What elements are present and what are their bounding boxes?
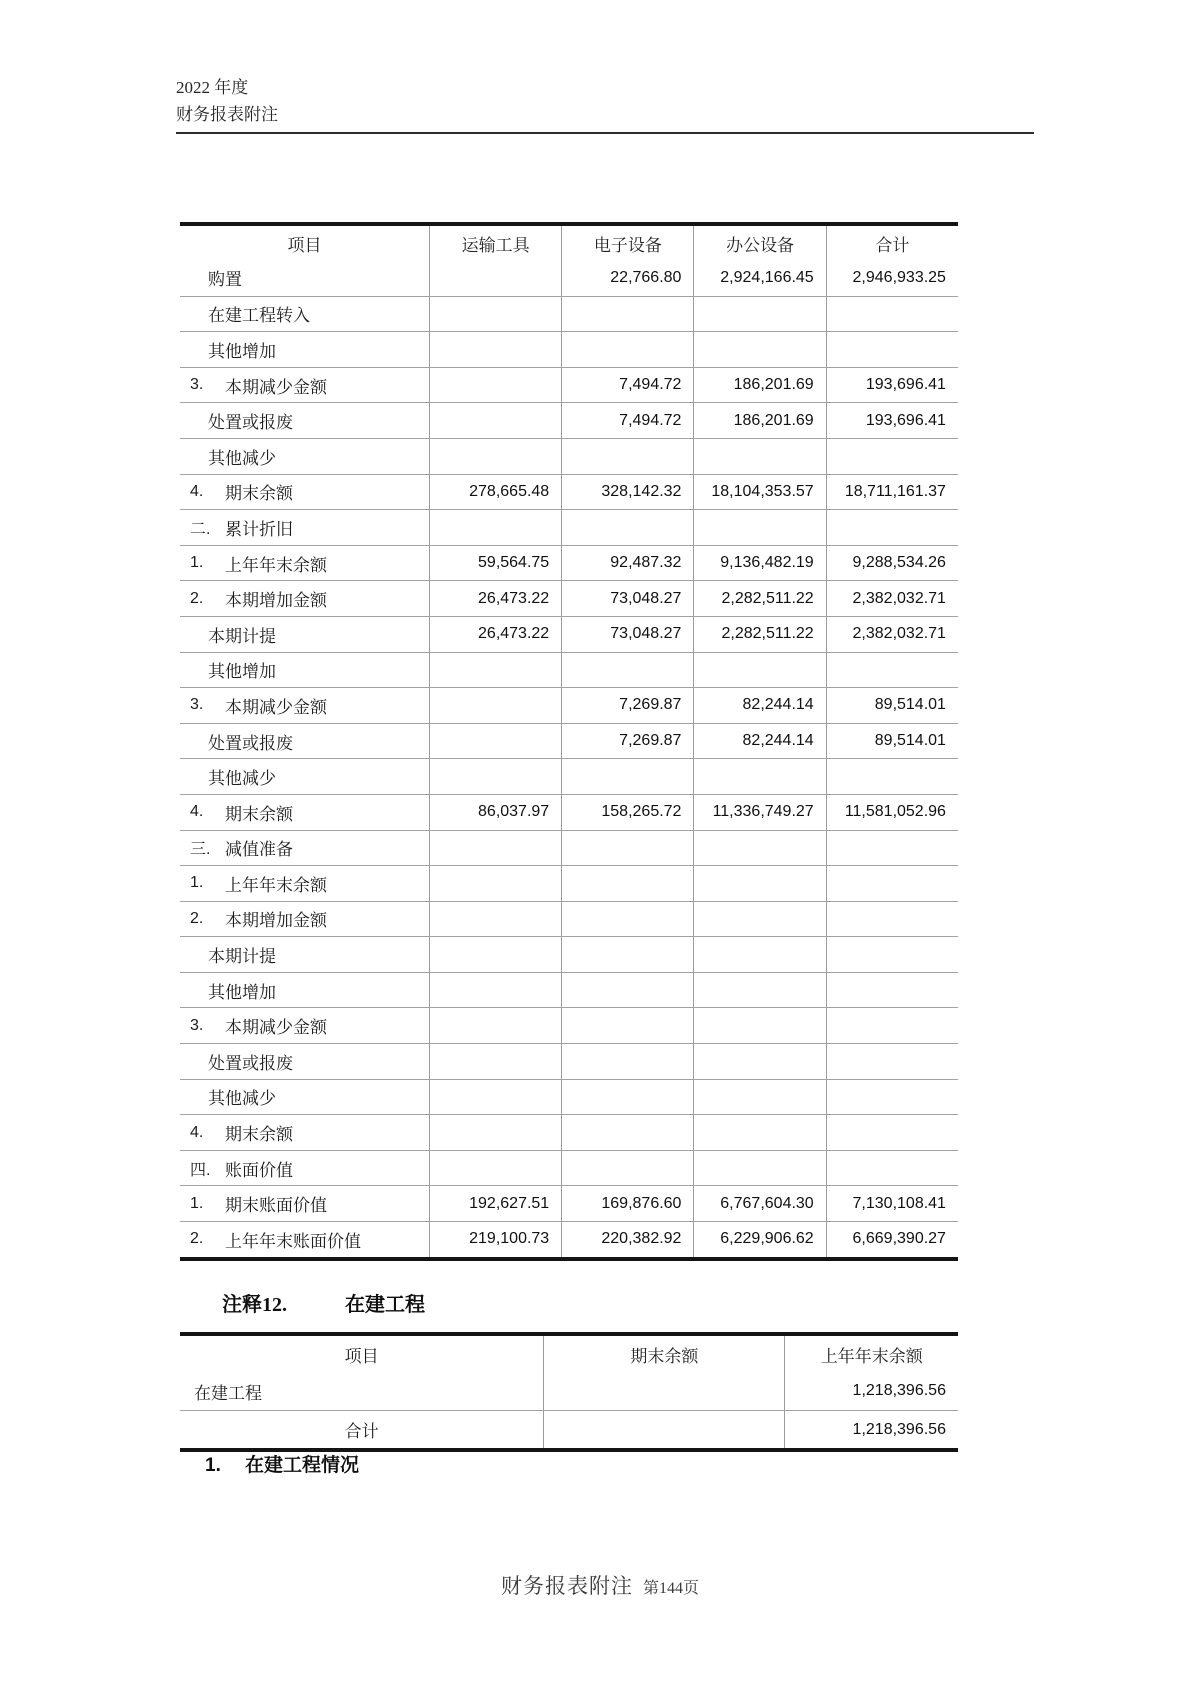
- cell-value: 2,282,511.22: [693, 581, 825, 616]
- row-label: 累计折旧: [225, 519, 293, 539]
- column-header: 运输工具: [429, 226, 561, 260]
- cell-value: [429, 937, 561, 972]
- cell-value: [693, 510, 825, 545]
- row-number: 4.: [190, 482, 204, 500]
- fixed-assets-table: [180, 222, 958, 1261]
- cell-value: [561, 332, 693, 367]
- row-label-cell: [180, 973, 429, 1008]
- cell-value: [429, 653, 561, 688]
- table-row: [180, 474, 958, 510]
- row-number: 三.: [190, 841, 211, 859]
- doc-header-title: 财务报表附注: [176, 105, 278, 124]
- cell-value: [561, 1115, 693, 1150]
- row-label-cell: [180, 260, 429, 296]
- cell-value: [561, 297, 693, 332]
- table-row: [180, 1185, 958, 1221]
- cell-value: 186,201.69: [693, 403, 825, 438]
- row-label: 处置或报废: [208, 733, 293, 753]
- table-row: [180, 1043, 958, 1079]
- sub-heading: [205, 1450, 359, 1477]
- cell-value: 2,924,166.45: [693, 260, 825, 296]
- row-label: 本期减少金额: [225, 1018, 327, 1038]
- cell-value: [543, 1372, 784, 1410]
- column-header: 办公设备: [693, 226, 825, 260]
- table-row: [180, 1150, 958, 1186]
- cell-value: 6,669,390.27: [826, 1222, 958, 1257]
- row-label-cell: [180, 1151, 429, 1186]
- cell-value: [429, 902, 561, 937]
- cell-value: [429, 510, 561, 545]
- row-number: 1.: [190, 554, 204, 572]
- cell-value: [693, 1151, 825, 1186]
- row-label: 其他减少: [208, 448, 276, 468]
- table-row: [180, 1221, 958, 1257]
- cell-value: 82,244.14: [693, 688, 825, 723]
- table-row: [180, 438, 958, 474]
- cell-value: 2,282,511.22: [693, 617, 825, 652]
- cell-value: [561, 1080, 693, 1115]
- row-label: 其他减少: [208, 769, 276, 789]
- column-header: 项目: [344, 1346, 379, 1366]
- cell-value: [429, 831, 561, 866]
- cell-value: [826, 831, 958, 866]
- row-label: 上年年末账面价值: [225, 1231, 361, 1251]
- cell-value: 73,048.27: [561, 617, 693, 652]
- row-label-cell: [180, 1372, 543, 1410]
- column-header: 项目: [287, 235, 322, 255]
- cell-value: [693, 1115, 825, 1150]
- row-number: 2.: [190, 1230, 204, 1248]
- row-number: 1.: [190, 1194, 204, 1212]
- cell-value: [561, 1151, 693, 1186]
- cell-value: 192,627.51: [429, 1186, 561, 1221]
- row-label: 本期减少金额: [225, 377, 327, 397]
- row-label-cell: [180, 368, 429, 403]
- cell-value: [826, 759, 958, 794]
- table-row: [180, 296, 958, 332]
- table-header-row: [180, 226, 958, 260]
- cell-value: 89,514.01: [826, 724, 958, 759]
- table-row: [180, 830, 958, 866]
- cell-value: [826, 1008, 958, 1043]
- cell-value: [429, 260, 561, 296]
- table-row: [180, 652, 958, 688]
- cell-value: 7,269.87: [561, 688, 693, 723]
- row-label-cell: [180, 795, 429, 830]
- column-header: 期末余额: [543, 1336, 784, 1372]
- row-label-cell: [180, 617, 429, 652]
- row-label: 本期计提: [208, 947, 276, 967]
- row-label-cell: [180, 332, 429, 367]
- note12-label: 注释12.: [222, 1294, 287, 1316]
- cell-value: 278,665.48: [429, 475, 561, 510]
- cell-value: [429, 688, 561, 723]
- cell-value: [693, 1080, 825, 1115]
- row-label-cell: [180, 546, 429, 581]
- sub-heading-number: 1.: [205, 1455, 221, 1476]
- row-label-cell: [180, 724, 429, 759]
- row-label-cell: [180, 1222, 429, 1257]
- table-row: [180, 580, 958, 616]
- table-row: [180, 260, 958, 296]
- row-label: 其他减少: [208, 1089, 276, 1109]
- cell-value: 26,473.22: [429, 617, 561, 652]
- cell-value: [826, 653, 958, 688]
- cell-value: [693, 937, 825, 972]
- cell-value: [826, 1044, 958, 1079]
- cell-value: 2,946,933.25: [826, 260, 958, 296]
- cell-value: 26,473.22: [429, 581, 561, 616]
- cell-value: 1,218,396.56: [784, 1411, 957, 1448]
- row-label-cell: [180, 831, 429, 866]
- cell-value: [693, 902, 825, 937]
- table-row: [180, 865, 958, 901]
- row-label-cell: [180, 688, 429, 723]
- cell-value: [561, 937, 693, 972]
- cell-value: [826, 1115, 958, 1150]
- cell-value: [693, 653, 825, 688]
- note12-heading: [222, 1288, 425, 1317]
- row-label-cell: [180, 1411, 543, 1448]
- cell-value: [826, 973, 958, 1008]
- row-label: 期末余额: [225, 804, 293, 824]
- row-number: 2.: [190, 909, 204, 927]
- row-label: 合计: [344, 1422, 379, 1441]
- table-row: [180, 616, 958, 652]
- cell-value: 22,766.80: [561, 260, 693, 296]
- cell-value: [693, 831, 825, 866]
- row-label-cell: [180, 1044, 429, 1079]
- cell-value: [693, 973, 825, 1008]
- cell-value: 11,581,052.96: [826, 795, 958, 830]
- row-label-cell: [180, 1080, 429, 1115]
- cell-value: [693, 1044, 825, 1079]
- cell-value: [826, 866, 958, 901]
- cell-value: 2,382,032.71: [826, 581, 958, 616]
- row-label-cell: [180, 439, 429, 474]
- footer-title: 财务报表附注: [500, 1574, 633, 1598]
- row-label-cell: [180, 866, 429, 901]
- footer-page-number: 第144页: [642, 1580, 699, 1597]
- row-number: 3.: [190, 696, 204, 714]
- table-row: [180, 1007, 958, 1043]
- table-row: [180, 402, 958, 438]
- cell-value: 92,487.32: [561, 546, 693, 581]
- cell-value: 193,696.41: [826, 403, 958, 438]
- cell-value: [561, 510, 693, 545]
- cell-value: 9,136,482.19: [693, 546, 825, 581]
- table-row: [180, 545, 958, 581]
- cell-value: [826, 937, 958, 972]
- row-label-cell: [180, 1115, 429, 1150]
- cell-value: [826, 439, 958, 474]
- row-number: 4.: [190, 1123, 204, 1141]
- table-row: [180, 972, 958, 1008]
- cell-value: [561, 866, 693, 901]
- cell-value: 186,201.69: [693, 368, 825, 403]
- row-label-cell: [180, 297, 429, 332]
- table-row: [180, 901, 958, 937]
- table-row: [180, 723, 958, 759]
- row-label: 本期增加金额: [225, 591, 327, 611]
- cell-value: [543, 1411, 784, 1448]
- cell-value: [561, 831, 693, 866]
- row-label: 处置或报废: [208, 1053, 293, 1073]
- cell-value: 59,564.75: [429, 546, 561, 581]
- cell-value: [429, 368, 561, 403]
- row-label: 购置: [208, 270, 242, 290]
- row-label-cell: [180, 475, 429, 510]
- row-label: 期末余额: [225, 484, 293, 504]
- column-header: 电子设备: [561, 226, 693, 260]
- row-number: 1.: [190, 874, 204, 892]
- row-label: 期末账面价值: [225, 1196, 327, 1216]
- row-label-cell: [180, 653, 429, 688]
- row-label: 减值准备: [225, 840, 293, 860]
- cell-value: 220,382.92: [561, 1222, 693, 1257]
- doc-header-year: 2022 年度: [176, 78, 249, 97]
- cell-value: 169,876.60: [561, 1186, 693, 1221]
- row-number: 3.: [190, 1016, 204, 1034]
- cell-value: 6,767,604.30: [693, 1186, 825, 1221]
- table-row: [180, 758, 958, 794]
- cell-value: [429, 1008, 561, 1043]
- cell-value: [561, 653, 693, 688]
- row-number: 2.: [190, 589, 204, 607]
- row-label: 上年年末余额: [225, 875, 327, 895]
- construction-table: [180, 1332, 958, 1452]
- row-label: 在建工程转入: [208, 306, 310, 326]
- cell-value: 18,711,161.37: [826, 475, 958, 510]
- cell-value: [429, 1080, 561, 1115]
- cell-value: [693, 866, 825, 901]
- row-label-cell: [180, 902, 429, 937]
- column-header: 合计: [826, 226, 958, 260]
- row-label: 本期减少金额: [225, 697, 327, 717]
- cell-value: 7,269.87: [561, 724, 693, 759]
- cell-value: [429, 439, 561, 474]
- row-number: 四.: [190, 1161, 211, 1179]
- table-row: [180, 367, 958, 403]
- cell-value: [693, 439, 825, 474]
- cell-value: 2,382,032.71: [826, 617, 958, 652]
- table-row: [180, 1410, 958, 1448]
- cell-value: [561, 1008, 693, 1043]
- row-label: 上年年末余额: [225, 555, 327, 575]
- cell-value: [429, 1115, 561, 1150]
- note12-title: 在建工程: [345, 1294, 425, 1316]
- row-label: 账面价值: [225, 1160, 293, 1180]
- cell-value: [561, 439, 693, 474]
- cell-value: [826, 902, 958, 937]
- row-number: 二.: [190, 520, 211, 538]
- cell-value: 219,100.73: [429, 1222, 561, 1257]
- table-row: [180, 331, 958, 367]
- row-label-cell: [180, 1186, 429, 1221]
- header-divider: [176, 132, 1034, 134]
- cell-value: 7,494.72: [561, 403, 693, 438]
- cell-value: 6,229,906.62: [693, 1222, 825, 1257]
- table-row: [180, 794, 958, 830]
- cell-value: [693, 759, 825, 794]
- cell-value: [561, 1044, 693, 1079]
- cell-value: 9,288,534.26: [826, 546, 958, 581]
- cell-value: [826, 297, 958, 332]
- cell-value: [693, 297, 825, 332]
- row-label: 在建工程: [194, 1383, 262, 1403]
- cell-value: [429, 759, 561, 794]
- cell-value: 86,037.97: [429, 795, 561, 830]
- row-label-cell: [180, 937, 429, 972]
- cell-value: [429, 724, 561, 759]
- cell-value: 193,696.41: [826, 368, 958, 403]
- row-label: 其他增加: [208, 341, 276, 361]
- cell-value: 328,142.32: [561, 475, 693, 510]
- cell-value: [826, 332, 958, 367]
- cell-value: [693, 332, 825, 367]
- row-label: 其他增加: [208, 982, 276, 1002]
- cell-value: 158,265.72: [561, 795, 693, 830]
- row-label-cell: [180, 759, 429, 794]
- construction-table-body: [180, 1372, 958, 1448]
- cell-value: [826, 1151, 958, 1186]
- cell-value: 1,218,396.56: [784, 1372, 957, 1410]
- row-label: 其他增加: [208, 662, 276, 682]
- table-header-row: [180, 1336, 958, 1372]
- cell-value: [561, 902, 693, 937]
- table-row: [180, 1372, 958, 1410]
- cell-value: 18,104,353.57: [693, 475, 825, 510]
- row-number: 4.: [190, 803, 204, 821]
- row-label-cell: [180, 581, 429, 616]
- table-row: [180, 687, 958, 723]
- cell-value: [429, 866, 561, 901]
- doc-header: [176, 74, 278, 128]
- table-row: [180, 936, 958, 972]
- row-label: 期末余额: [225, 1125, 293, 1145]
- cell-value: [429, 403, 561, 438]
- row-label: 本期增加金额: [225, 911, 327, 931]
- cell-value: [429, 332, 561, 367]
- cell-value: [429, 973, 561, 1008]
- page-footer: [0, 1570, 1200, 1600]
- cell-value: [429, 1044, 561, 1079]
- table-row: [180, 1079, 958, 1115]
- cell-value: [561, 973, 693, 1008]
- cell-value: 7,130,108.41: [826, 1186, 958, 1221]
- cell-value: [429, 1151, 561, 1186]
- cell-value: 11,336,749.27: [693, 795, 825, 830]
- row-number: 3.: [190, 376, 204, 394]
- cell-value: 89,514.01: [826, 688, 958, 723]
- cell-value: [693, 1008, 825, 1043]
- row-label-cell: [180, 510, 429, 545]
- fixed-assets-table-body: [180, 260, 958, 1257]
- row-label: 本期计提: [208, 626, 276, 646]
- sub-heading-text: 在建工程情况: [245, 1455, 360, 1476]
- cell-value: [826, 510, 958, 545]
- cell-value: 82,244.14: [693, 724, 825, 759]
- cell-value: [826, 1080, 958, 1115]
- table-row: [180, 509, 958, 545]
- cell-value: 73,048.27: [561, 581, 693, 616]
- row-label-cell: [180, 1008, 429, 1043]
- row-label: 处置或报废: [208, 413, 293, 433]
- row-label-cell: [180, 403, 429, 438]
- cell-value: [429, 297, 561, 332]
- cell-value: 7,494.72: [561, 368, 693, 403]
- cell-value: [561, 759, 693, 794]
- table-row: [180, 1114, 958, 1150]
- column-header: 上年年末余额: [784, 1336, 957, 1372]
